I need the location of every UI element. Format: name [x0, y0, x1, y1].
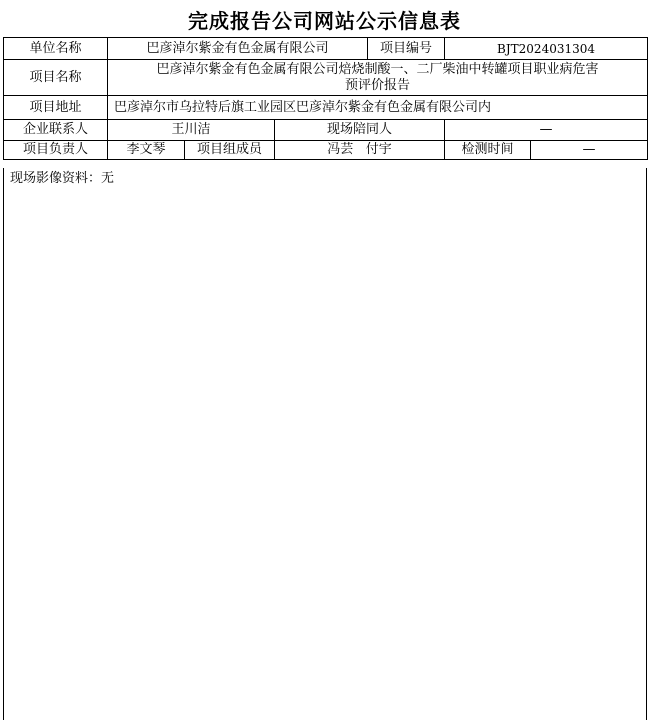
table-row: [4, 60, 648, 96]
site-images-text: [10, 171, 114, 187]
site-images-value: 无: [101, 171, 115, 186]
project-name-label: 项目名称: [4, 60, 108, 96]
team-members-label: 项目组成员: [185, 141, 275, 160]
unit-name-label: 单位名称: [4, 38, 108, 60]
page-title: 完成报告公司网站公示信息表: [188, 9, 461, 33]
company-contact-value: 王川洁: [108, 120, 275, 141]
table-row: [4, 96, 648, 120]
table-row: [4, 141, 648, 160]
table-row: [4, 120, 648, 141]
site-escort-label: 现场陪同人: [275, 120, 445, 141]
project-lead-value: 李文琴: [108, 141, 185, 160]
site-images-label: 现场影像资料：: [10, 171, 102, 186]
project-address-value: 巴彦淖尔市乌拉特后旗工业园区巴彦淖尔紫金有色金属有限公司内: [108, 96, 648, 120]
test-time-value: —: [531, 141, 648, 160]
project-lead-label: 项目负责人: [4, 141, 108, 160]
project-name-value: [108, 60, 648, 96]
table-row: [4, 38, 648, 60]
project-name-line2: 预评价报告: [345, 77, 411, 93]
info-table: [3, 37, 648, 160]
project-code-label: 项目编号: [368, 38, 445, 60]
company-contact-label: 企业联系人: [4, 120, 108, 141]
unit-name-value: 巴彦淖尔紫金有色金属有限公司: [108, 38, 368, 60]
site-images-section: [3, 168, 647, 720]
test-time-label: 检测时间: [445, 141, 531, 160]
project-code-value: BJT2024031304: [445, 38, 648, 60]
project-address-label: 项目地址: [4, 96, 108, 120]
project-name-line1: 巴彦淖尔紫金有色金属有限公司焙烧制酸一、二厂柴油中转罐项目职业病危害: [156, 61, 599, 77]
site-escort-value: —: [445, 120, 648, 141]
team-members-value: 冯芸 付宇: [275, 141, 445, 160]
